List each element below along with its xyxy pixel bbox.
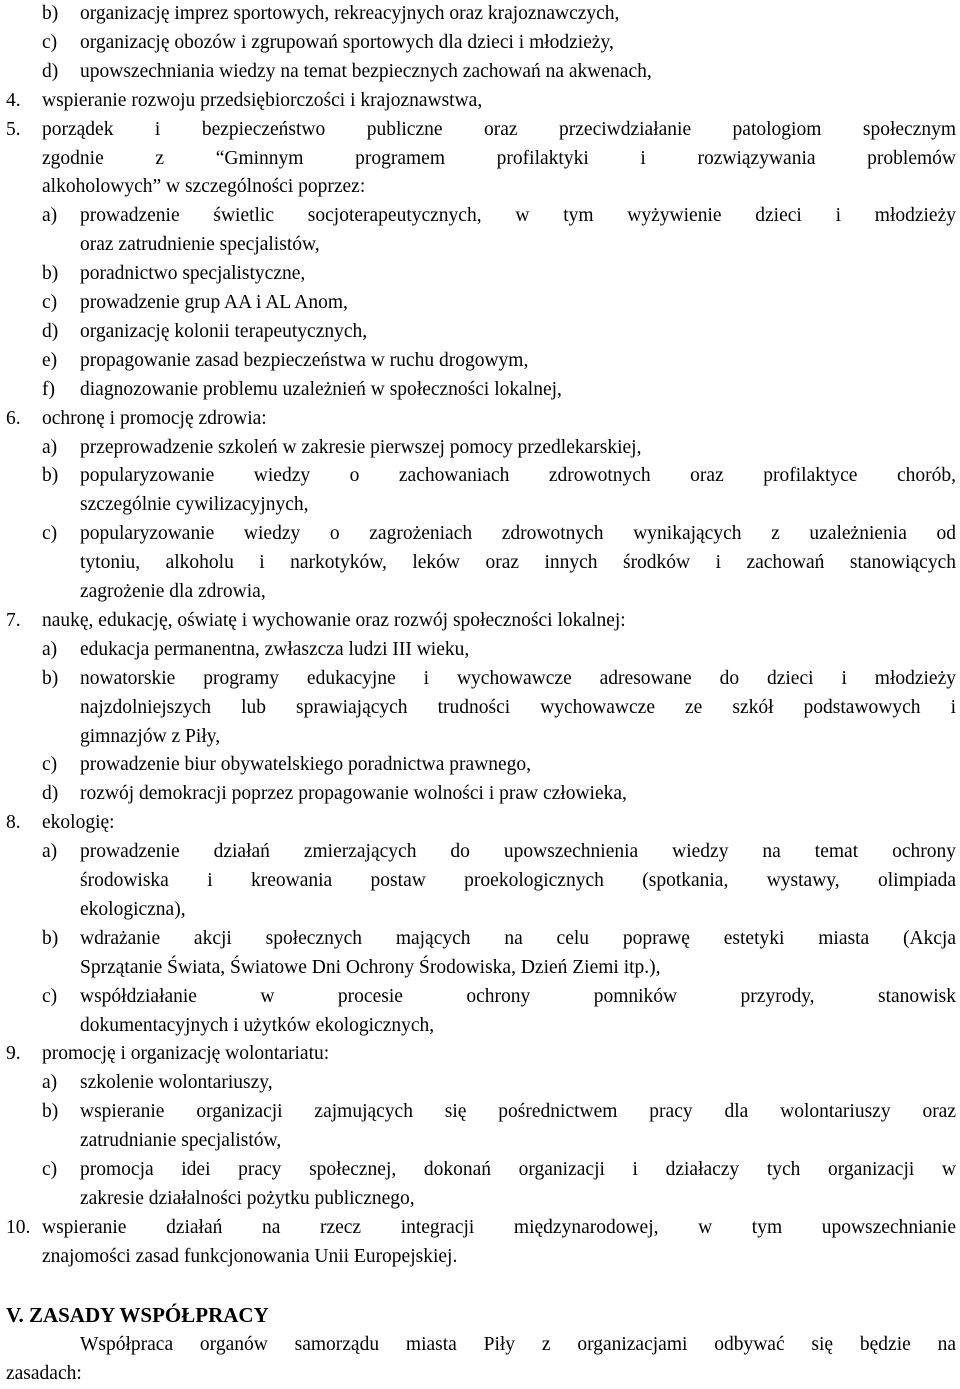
list-marker: a) — [42, 436, 58, 458]
list-marker: b) — [42, 3, 59, 24]
line-text: prowadzenie świetlic socjoterapeutycznych, w tym wyżywienie dzieci i młodzieży — [80, 205, 956, 227]
line-text: poradnictwo specjalistyczne, — [80, 263, 306, 285]
line-text: prowadzenie działań zmierzających do upowszechnienia wiedzy na temat ochrony — [80, 841, 956, 863]
line-text: promocję i organizację wolontariatu: — [42, 1043, 330, 1065]
list-marker: d) — [42, 783, 59, 805]
line-text: diagnozowanie problemu uzależnień w społeczności lokalnej, — [80, 378, 562, 400]
list-marker: b) — [42, 667, 59, 689]
line-text: edukacja permanentna, zwłaszcza ludzi III wieku, — [80, 638, 470, 660]
line-text: organizację kolonii terapeutycznych, — [80, 320, 368, 342]
list-marker: a) — [42, 205, 58, 227]
list-marker: 9. — [6, 1043, 21, 1065]
line-text: organizację obozów i zgrupowań sportowych dla dzieci i młodzieży, — [80, 31, 614, 53]
paragraph-line: Współpraca organów samorządu miasta Piły z organizacjami odbywać się będzie na — [80, 1334, 956, 1355]
line-text: promocja idei pracy społecznej, dokonań organizacji i działaczy tych organizacji w — [80, 1159, 956, 1180]
line-text: ekologiczna), — [80, 898, 186, 920]
list-marker: 6. — [6, 407, 21, 429]
line-text: zagrożenie dla zdrowia, — [80, 581, 266, 602]
list-marker: 7. — [6, 609, 21, 631]
list-marker: c) — [42, 1159, 58, 1180]
list-marker: c) — [42, 754, 58, 776]
list-marker: d) — [42, 60, 59, 82]
list-marker: c) — [42, 985, 58, 1007]
line-text: prowadzenie biur obywatelskiego poradnictwa prawnego, — [80, 754, 532, 776]
list-marker: c) — [42, 523, 58, 545]
line-text: szczególnie cywilizacyjnych, — [80, 494, 309, 516]
list-marker: f) — [42, 378, 55, 400]
list-marker: b) — [42, 263, 59, 285]
line-text: upowszechniania wiedzy na temat bezpiecznych zachowań na akwenach, — [80, 60, 652, 82]
list-marker: a) — [42, 1072, 58, 1094]
list-marker: 10. — [6, 1216, 31, 1238]
line-text: najzdolniejszych lub sprawiających trudności wychowawcze ze szkół podstawowych i — [80, 696, 956, 718]
line-text: porządek i bezpieczeństwo publiczne oraz przeciwdziałanie patologiom społecznym — [42, 118, 956, 140]
section-heading: V. ZASADY WSPÓŁPRACY — [6, 1303, 269, 1327]
list-marker: 5. — [6, 118, 21, 140]
line-text: ekologię: — [42, 812, 115, 834]
list-marker: b) — [42, 465, 59, 487]
line-text: zatrudnianie specjalistów, — [80, 1130, 282, 1152]
line-text: propagowanie zasad bezpieczeństwa w ruchu drogowym, — [80, 349, 529, 371]
list-marker: 4. — [6, 89, 21, 111]
list-marker: e) — [42, 349, 58, 371]
line-text: dokumentacyjnych i użytków ekologicznych, — [80, 1014, 435, 1036]
line-text: ochronę i promocję zdrowia: — [42, 407, 267, 429]
line-text: wspieranie działań na rzecz integracji międzynarodowej, w tym upowszechnianie — [42, 1216, 956, 1238]
list-marker: d) — [42, 320, 59, 342]
line-text: popularyzowanie wiedzy o zachowaniach zdrowotnych oraz profilaktyce chorób, — [80, 465, 956, 487]
line-text: nowatorskie programy edukacyjne i wychowawcze adresowane do dzieci i młodzieży — [80, 667, 956, 689]
line-text: współdziałanie w procesie ochrony pomników przyrody, stanowisk — [80, 985, 956, 1007]
list-marker: c) — [42, 31, 58, 53]
line-text: wspieranie organizacji zajmujących się pośrednictwem pracy dla wolontariuszy oraz — [80, 1101, 956, 1123]
list-marker: 8. — [6, 812, 21, 834]
list-marker: b) — [42, 1101, 59, 1123]
line-text: organizację imprez sportowych, rekreacyjnych oraz krajoznawczych, — [80, 3, 620, 24]
line-text: środowiska i kreowania postaw proekologicznych (spotkania, wystawy, olimpiada — [80, 870, 956, 891]
paragraph-line: zasadach: — [6, 1362, 82, 1384]
line-text: tytoniu, alkoholu i narkotyków, leków oraz innych środków i zachowań stanowiących — [80, 552, 956, 574]
line-text: przeprowadzenie szkoleń w zakresie pierwszej pomocy przedlekarskiej, — [80, 436, 642, 458]
line-text: oraz zatrudnienie specjalistów, — [80, 234, 320, 256]
line-text: szkolenie wolontariuszy, — [80, 1072, 273, 1094]
list-marker: b) — [42, 927, 59, 949]
list-marker: a) — [42, 841, 58, 863]
line-text: prowadzenie grup AA i AL Anom, — [80, 292, 348, 313]
line-text: Sprzątanie Świata, Światowe Dni Ochrony Środowiska, Dzień Ziemi itp.), — [80, 956, 661, 978]
line-text: zgodnie z “Gminnym programem profilaktyki i rozwiązywania problemów — [42, 147, 956, 169]
line-text: alkoholowych” w szczególności poprzez: — [42, 176, 366, 198]
line-text: wdrażanie akcji społecznych mających na celu poprawę estetyki miasta (Akcja — [80, 927, 956, 949]
line-text: gimnazjów z Piły, — [80, 725, 221, 747]
line-text: znajomości zasad funkcjonowania Unii Europejskiej. — [42, 1245, 458, 1267]
line-text: zakresie działalności pożytku publicznego, — [80, 1187, 415, 1209]
line-text: popularyzowanie wiedzy o zagrożeniach zdrowotnych wynikających z uzależnienia od — [80, 523, 956, 545]
list-marker: c) — [42, 292, 58, 313]
line-text: naukę, edukację, oświatę i wychowanie oraz rozwój społeczności lokalnej: — [42, 609, 626, 631]
line-text: rozwój demokracji poprzez propagowanie wolności i praw człowieka, — [80, 783, 627, 805]
line-text: wspieranie rozwoju przedsiębiorczości i krajoznawstwa, — [42, 89, 483, 111]
list-marker: a) — [42, 638, 58, 660]
